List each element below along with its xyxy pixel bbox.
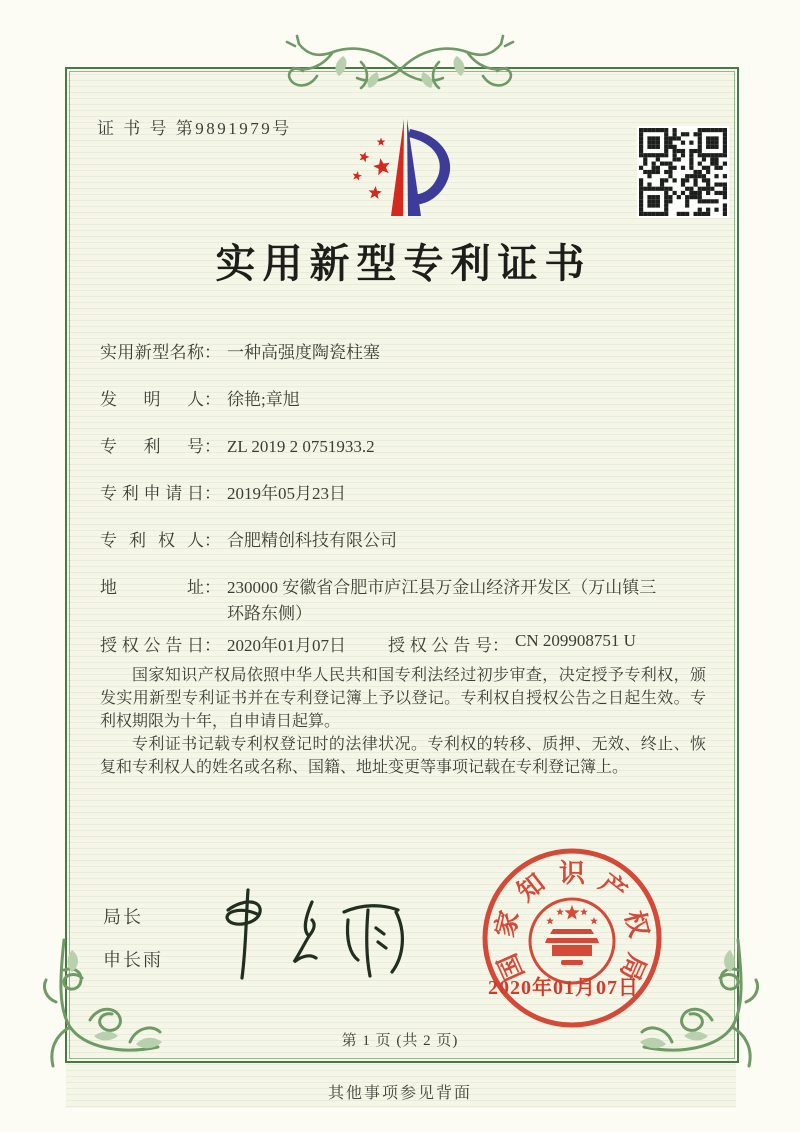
field-value: 2019年05月23日	[227, 484, 346, 503]
field-utility-model-name	[100, 340, 710, 366]
field-label: 专利申请日	[100, 484, 204, 503]
director-signoff	[103, 903, 163, 989]
field-colon: ：	[492, 636, 509, 655]
field-value: 一种高强度陶瓷柱塞	[227, 343, 380, 362]
field-label: 地址	[100, 578, 204, 597]
field-filing-date	[100, 481, 710, 507]
field-colon: ：	[204, 531, 221, 550]
svg-text:家: 家	[490, 907, 525, 941]
director-name: 申长雨	[103, 950, 163, 970]
grant-date-pair	[100, 631, 388, 656]
certificate-number: 证 书 号 第9891979号	[97, 119, 292, 138]
field-colon: ：	[204, 390, 221, 409]
field-patent-number	[100, 434, 710, 460]
patent-fields	[100, 340, 710, 648]
director-signature	[210, 876, 415, 984]
svg-text:产: 产	[593, 868, 633, 908]
grant-number-value: CN 209908751 U	[515, 631, 636, 650]
field-colon: ：	[204, 343, 221, 362]
cnipa-logo-icon	[352, 116, 458, 220]
qr-code	[637, 126, 729, 218]
field-colon: ：	[204, 484, 221, 503]
svg-text:国: 国	[492, 949, 530, 985]
field-label: 专利号	[100, 437, 204, 456]
field-colon: ：	[204, 437, 221, 456]
legal-paragraph-2: 专利证书记载专利权登记时的法律状况。专利权的转移、质押、无效、终止、恢复和专利权人的姓名或名称、国籍、地址变更等事项记载在专利登记簿上。	[100, 736, 706, 776]
field-label: 专利权人	[100, 531, 204, 550]
field-label: 授权公告日	[100, 636, 204, 655]
back-side-note: 其他事项参见背面	[327, 1085, 472, 1102]
svg-text:局: 局	[614, 949, 652, 985]
field-value: 徐艳;章旭	[227, 390, 300, 409]
field-colon: ：	[204, 578, 221, 597]
field-value: 230000 安徽省合肥市庐江县万金山经济开发区（万山镇三环路东侧）	[227, 578, 657, 623]
svg-text:权: 权	[619, 907, 654, 941]
seal-date: 2020年01月07日	[488, 977, 639, 999]
svg-text:识: 识	[558, 858, 586, 888]
field-colon: ：	[204, 636, 221, 655]
field-address	[100, 575, 710, 627]
grant-number-pair	[388, 631, 636, 656]
legal-text	[100, 664, 706, 779]
grant-announcement-row	[100, 631, 720, 656]
field-label: 发明人	[100, 390, 204, 409]
certificate-title: 实用新型专利证书	[215, 241, 592, 286]
field-label: 授权公告号	[388, 636, 492, 655]
field-value: ZL 2019 2 0751933.2	[227, 437, 375, 456]
cnipa-official-seal	[477, 843, 667, 1033]
director-title: 局长	[103, 907, 143, 927]
seal-ring-text	[490, 859, 654, 985]
field-label: 实用新型名称	[100, 343, 204, 362]
svg-text:知: 知	[511, 868, 551, 908]
field-value: 合肥精创科技有限公司	[227, 531, 397, 550]
field-patentee	[100, 528, 710, 554]
grant-date-value: 2020年01月07日	[227, 636, 346, 655]
legal-paragraph-1: 国家知识产权局依照中华人民共和国专利法经过初步审查，决定授予专利权，颁发实用新型专利证书并在专利登记簿上予以登记。专利权自授权公告之日起生效。专利权期限为十年，自申请日起算。	[100, 667, 706, 730]
page-number: 第 1 页 (共 2 页)	[341, 1033, 459, 1049]
field-inventors	[100, 387, 710, 413]
